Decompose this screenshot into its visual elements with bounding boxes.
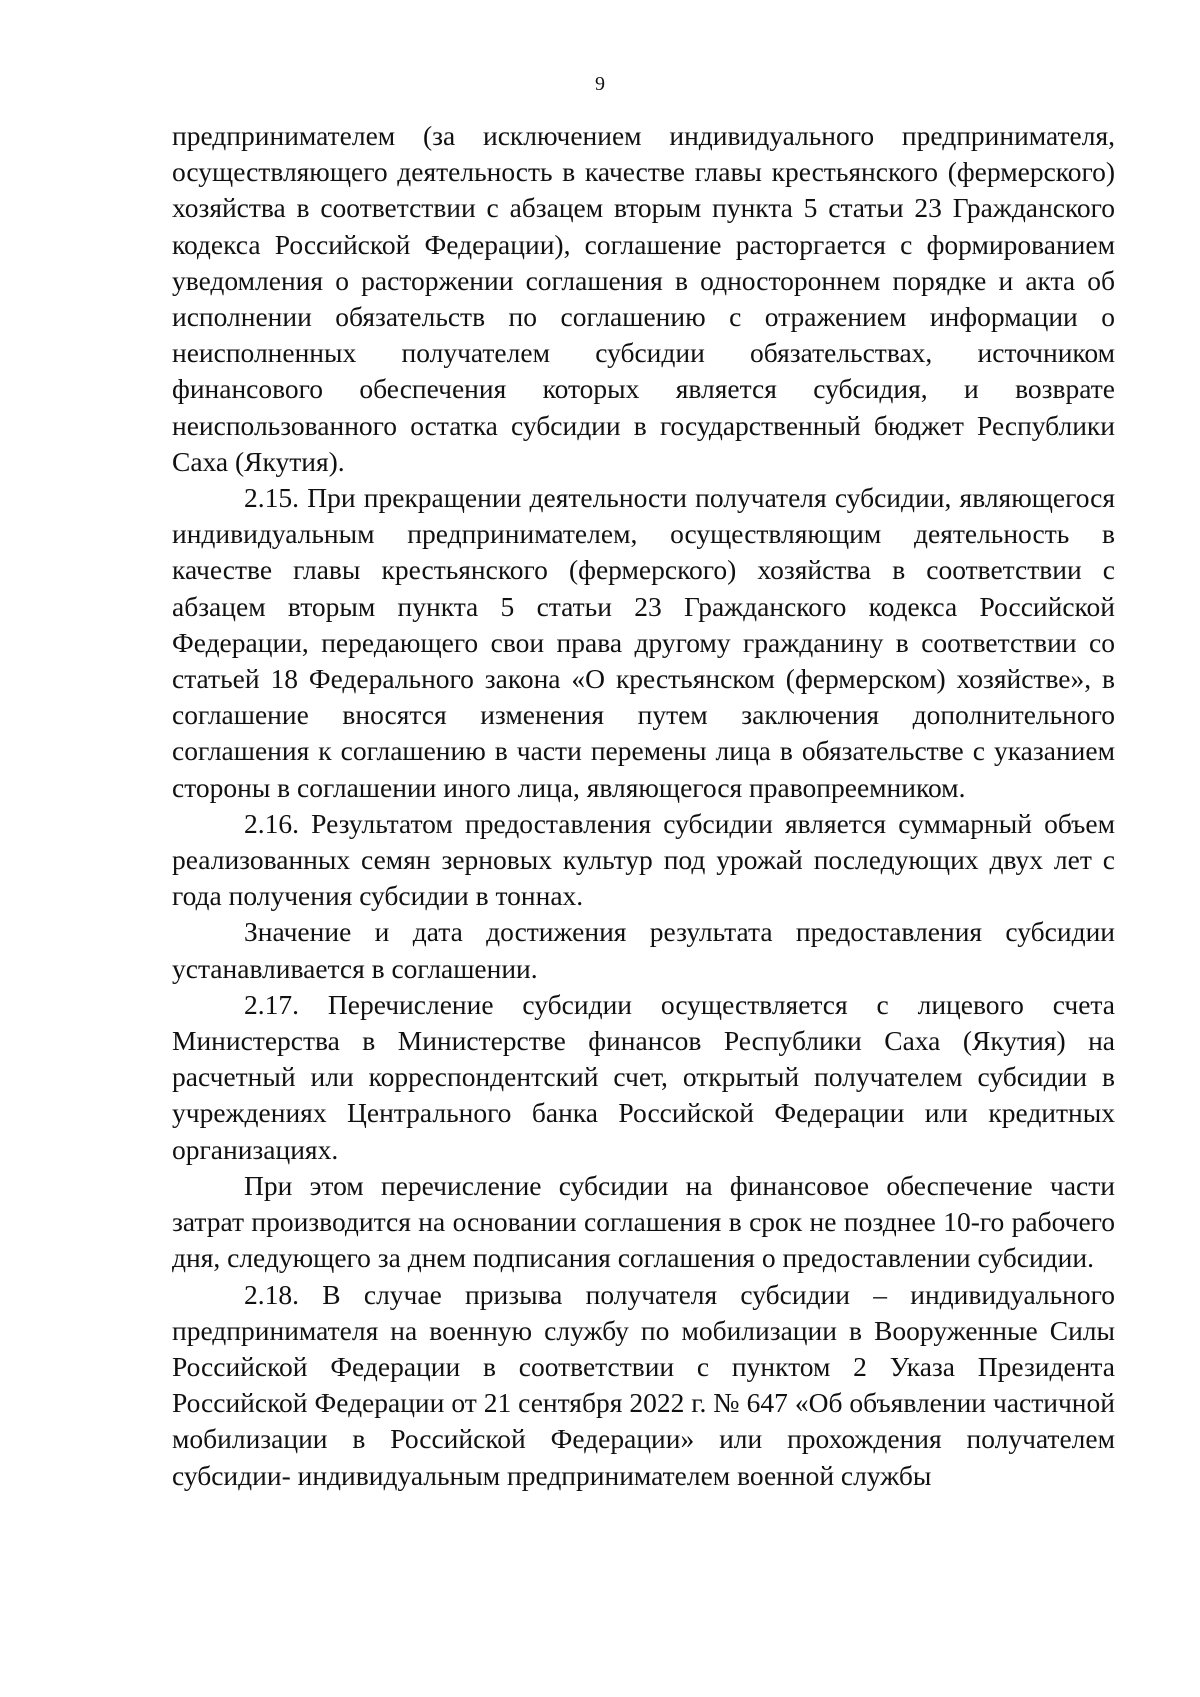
paragraph-continuation: предпринимателем (за исключением индивидуального предпринимателя, осуществляющего деятельность в качестве главы крестьянского (фермерского) хозяйства в соответствии с абзацем вторым пункта 5 статьи 23 Гражданского кодекса Российской Федерации), соглашение расторгается с формированием уведомления о расторжении соглашения в одностороннем порядке и акта об исполнении обязательств по соглашению с отражением информации о неисполненных получателем субсидии обязательствах, источником финансового обеспечения которых является субсидия, и возврате неиспользованного остатка субсидии в государственный бюджет Республики Саха (Якутия).: [172, 120, 1115, 477]
document-body: [172, 118, 1115, 1494]
paragraph-2-17: 2.17. Перечисление субсидии осуществляется с лицевого счета Министерства в Министерстве финансов Республики Саха (Якутия) на расчетный или корреспондентский счет, открытый получателем субсидии в учреждениях Центрального банка Российской Федерации или кредитных организациях.: [172, 988, 1115, 1165]
paragraph-2-15: 2.15. При прекращении деятельности получателя субсидии, являющегося индивидуальным предпринимателем, осуществляющим деятельность в качестве главы крестьянского (фермерского) хозяйства в соответствии с абзацем вторым пункта 5 статьи 23 Гражданского кодекса Российской Федерации, передающего свои права другому гражданину в соответствии со статьей 18 Федерального закона «О крестьянском (фермерском) хозяйстве», в соглашение вносятся изменения путем заключения дополнительного соглашения к соглашению в части перемены лица в обязательстве с указанием стороны в соглашении иного лица, являющегося правопреемником.: [172, 482, 1115, 803]
paragraph-transfer-terms: При этом перечисление субсидии на финансовое обеспечение части затрат производится на основании соглашения в срок не позднее 10-го рабочего дня, следующего за днем подписания соглашения о предоставлении субсидии.: [172, 1169, 1115, 1274]
paragraph-2-16: 2.16. Результатом предоставления субсидии является суммарный объем реализованных семян зерновых культур под урожай последующих двух лет с года получения субсидии в тоннах.: [172, 807, 1115, 912]
page-number: 9: [595, 73, 605, 95]
paragraph-result-value: Значение и дата достижения результата предоставления субсидии устанавливается в соглашении.: [172, 916, 1115, 984]
paragraph-2-18: 2.18. В случае призыва получателя субсидии – индивидуального предпринимателя на военную службу по мобилизации в Вооруженные Силы Российской Федерации в соответствии с пунктом 2 Указа Президента Российской Федерации от 21 сентября 2022 г. № 647 «Об объявлении частичной мобилизации в Российской Федерации» или прохождения получателем субсидии- индивидуальным предпринимателем военной службы: [172, 1278, 1115, 1491]
